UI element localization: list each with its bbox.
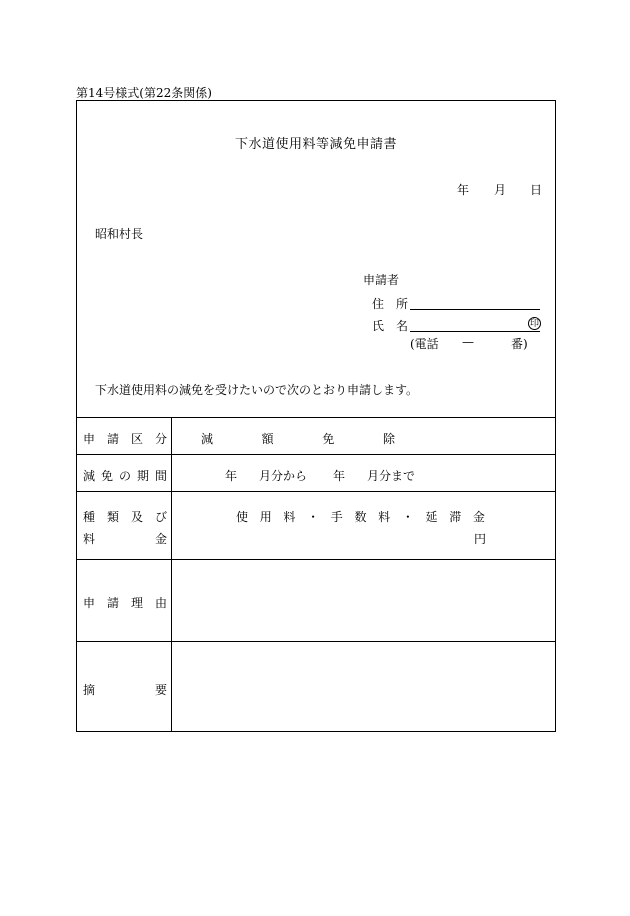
- divider: [77, 641, 555, 642]
- period-year-to[interactable]: 年: [333, 469, 346, 483]
- seal-mark: 印: [529, 319, 539, 329]
- period-to[interactable]: 月分まで: [367, 469, 416, 483]
- period-year-from[interactable]: 年: [225, 469, 238, 483]
- phone-open: (電話: [410, 337, 439, 351]
- address-field[interactable]: [410, 309, 540, 310]
- name-field[interactable]: [410, 331, 540, 332]
- remarks-field[interactable]: [173, 643, 555, 731]
- fee-unit: 円: [474, 532, 487, 546]
- divider: [77, 454, 555, 455]
- addressee: 昭和村長: [95, 227, 144, 241]
- date-year: 年: [457, 183, 470, 197]
- category-label: 申 請 区 分: [83, 432, 167, 446]
- reason-label: 申 請 理 由: [83, 596, 167, 610]
- fee-label: 料 金: [83, 532, 167, 546]
- phone-dash: —: [462, 335, 474, 349]
- period-from[interactable]: 月分から: [259, 469, 308, 483]
- name-label: 氏 名: [372, 319, 409, 333]
- form-id: 第14号様式(第22条関係): [76, 86, 212, 100]
- divider: [77, 491, 555, 492]
- phone-close: 番): [511, 337, 528, 351]
- category-value[interactable]: 減 額 免 除: [201, 432, 395, 446]
- intro-text: 下水道使用料の減免を受けたいので次のとおり申請します。: [95, 383, 419, 397]
- applicant-heading: 申請者: [363, 273, 400, 287]
- divider: [77, 417, 555, 418]
- address-label: 住 所: [372, 297, 409, 311]
- fee-type-options[interactable]: 使 用 料 ・ 手 数 料 ・ 延 滞 金: [236, 510, 485, 524]
- reason-field[interactable]: [173, 561, 555, 639]
- type-label: 種 類 及 び: [83, 510, 167, 524]
- date-month: 月: [494, 183, 507, 197]
- remarks-label: 摘 要: [83, 683, 167, 697]
- column-divider: [171, 417, 172, 731]
- form-title: 下水道使用料等減免申請書: [234, 137, 397, 152]
- divider: [77, 559, 555, 560]
- date-day: 日: [530, 183, 543, 197]
- application-form: [76, 100, 556, 732]
- period-label: 減 免 の 期 間: [83, 469, 167, 483]
